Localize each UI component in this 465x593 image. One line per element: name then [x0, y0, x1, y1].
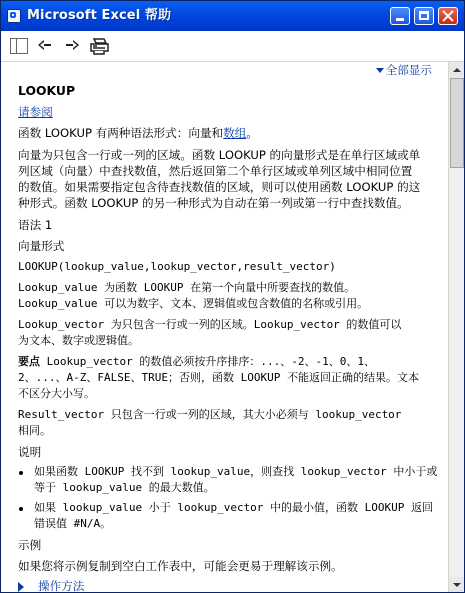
array-link[interactable]: 数组 [223, 126, 247, 140]
example-label: 示例 [18, 538, 42, 552]
maximize-icon [419, 11, 429, 20]
syntax-code: LOOKUP(lookup_value,lookup_vector,result_vector) [18, 260, 336, 273]
remark-1-line-2: 等于 lookup_value 的最大数值。 [34, 481, 215, 494]
back-button[interactable] [36, 37, 56, 55]
example-desc: 如果您将示例复制到空白工作表中，可能会更易于理解该示例。 [18, 559, 343, 573]
toolbar [1, 31, 464, 62]
vector-desc-line-1: 向量为只包含一行或一列的区域。函数 LOOKUP 的向量形式是在单行区域或单 [18, 148, 421, 162]
show-pane-button[interactable] [9, 37, 29, 55]
minimize-icon [396, 18, 404, 21]
lookup-value-line-2: Lookup_value 可以为数字、文本、逻辑值或包含数值的名称或引用。 [18, 297, 369, 310]
how-to-link[interactable]: 操作方法 [38, 579, 85, 593]
forward-button[interactable] [63, 37, 83, 55]
vector-form-label: 向量形式 [18, 239, 65, 253]
intro-suffix: 。 [246, 126, 258, 140]
chevron-down-icon [376, 68, 384, 73]
see-also-link[interactable]: 请参阅 [18, 105, 53, 119]
note-line-1 [18, 354, 444, 370]
vector-desc-line-2: 列区域（向量）中查找数值，然后返回第二个单行区域或单列区域中相同位置 [18, 164, 413, 178]
maximize-button[interactable] [414, 7, 434, 25]
lookup-value-line-1: Lookup_value 为函数 LOOKUP 在第一个向量中所要查找的数值。 [18, 281, 356, 294]
forward-arrow-icon [66, 44, 78, 46]
article-title: LOOKUP [18, 83, 76, 98]
bullet-icon [19, 507, 23, 511]
show-all-label: 全部显示 [385, 63, 432, 77]
print-button[interactable] [90, 37, 110, 55]
syntax-label: 语法 1 [18, 218, 53, 232]
expand-triangle-icon[interactable] [18, 582, 24, 592]
help-content [2, 62, 448, 593]
minimize-button[interactable] [390, 7, 410, 25]
printer-icon [90, 37, 110, 55]
scroll-down-button[interactable] [449, 577, 465, 593]
show-all-link[interactable] [376, 62, 432, 78]
scroll-thumb[interactable] [450, 78, 464, 168]
close-icon [442, 10, 454, 22]
window-title: Microsoft Excel 帮助 [27, 8, 172, 23]
note-label: 要点 [18, 355, 40, 368]
show-pane-icon [10, 38, 28, 54]
result-vector-line-1: Result_vector 只包含一行或一列的区域，其大小必须与 lookup_vector [18, 408, 402, 421]
result-vector-line-2: 相同。 [18, 424, 51, 437]
note-line-2: 2、...、A-Z、FALSE、TRUE；否则，函数 LOOKUP 不能返回正确的结果。文本 [18, 371, 419, 384]
scroll-up-button[interactable] [449, 62, 465, 78]
vector-desc-line-3: 的数值。如果需要指定包含待查找数值的区域，则可以使用函数 LOOKUP 的这 [18, 180, 421, 194]
remarks-label: 说明 [18, 445, 42, 459]
excel-help-icon [7, 9, 21, 23]
intro-prefix: 函数 LOOKUP 有两种语法形式：向量和 [18, 126, 224, 140]
intro-text [18, 125, 444, 141]
close-button[interactable] [438, 7, 458, 25]
back-arrow-icon [39, 44, 51, 46]
note-line-3: 不区分大小写。 [18, 387, 95, 400]
bullet-icon [19, 471, 23, 475]
remark-2-line-2: 错误值 #N/A。 [34, 517, 112, 530]
vertical-scrollbar[interactable] [448, 62, 465, 593]
lookup-vector-line-1: Lookup_vector 为只包含一行或一列的区域。Lookup_vector 的数值可以 [18, 318, 402, 331]
note-text: Lookup_vector 的数值必须按升序排序：...、-2、-1、0、1、 [40, 355, 375, 368]
lookup-vector-line-2: 为文本、数字或逻辑值。 [18, 334, 139, 347]
remark-1-line-1: 如果函数 LOOKUP 找不到 lookup_value，则查找 lookup_vector 中小于或 [34, 465, 438, 478]
remark-2-line-1: 如果 lookup_value 小于 lookup_vector 中的最小值，函数 LOOKUP 返回 [34, 501, 434, 514]
vector-desc-line-4: 种形式。函数 LOOKUP 的另一种形式为自动在第一列或第一行中查找数值。 [18, 196, 409, 210]
title-bar[interactable] [1, 1, 464, 31]
